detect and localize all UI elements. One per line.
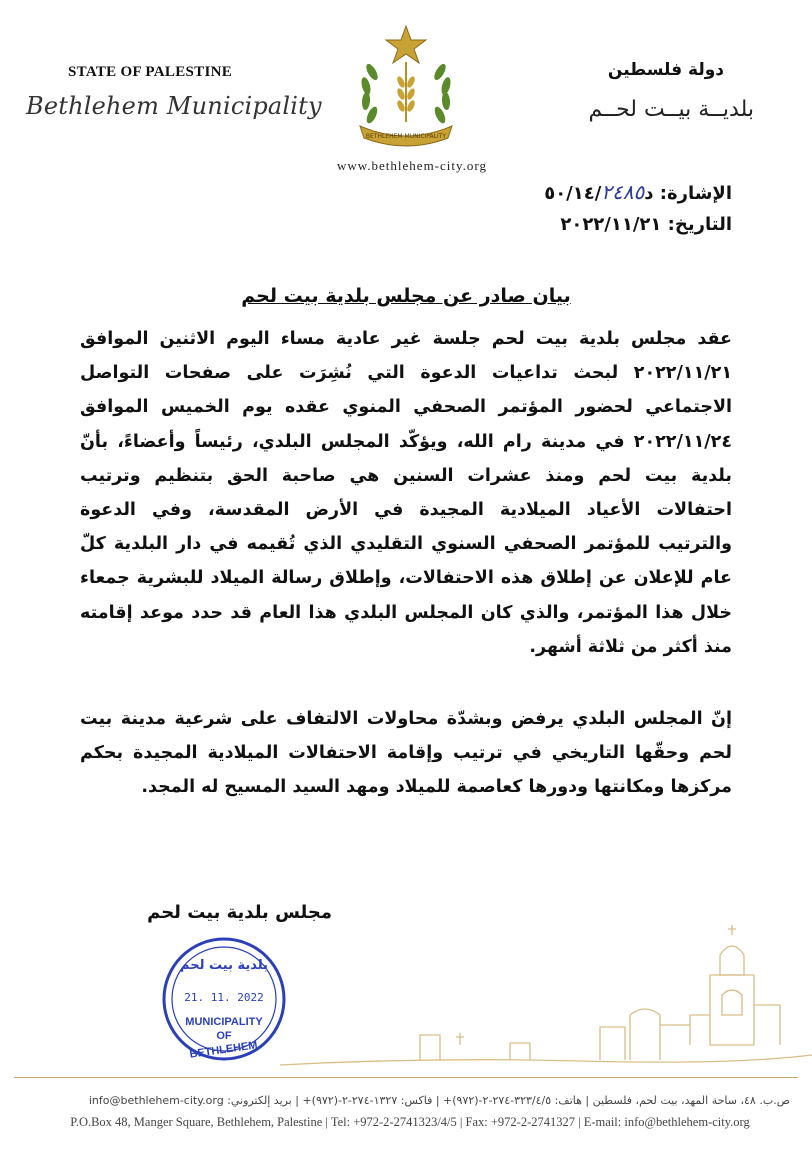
signature-council-name: مجلس بلدية بيت لحم	[147, 902, 332, 923]
stamp-line-3: BETHLEHEM	[188, 1039, 259, 1061]
municipality-name-arabic: بلديــة بيــت لحــم	[588, 97, 754, 122]
emblem-ribbon-text: BETHLEHEM MUNICIPALITY	[365, 133, 447, 140]
paragraph-1-text: عقد مجلس بلدية بيت لحم جلسة غير عادية مساء اليوم الاثنين الموافق ٢٠٢٢/١١/٢١ لبحث تداعيات الدعوة التي نُشِرَت على صفحات التواصل الاجتماعي لحضور المؤتمر الصحفي المنوي عقده يوم الخميس الموافق ٢٠٢٢/١١/٢٤ في مدينة رام الله، ويؤكّد المجلس البلدي، رئيساً وأعضاءً، بأنّ بلدية بيت لحم ومنذ عشرات السنين هي صاحبة الحق بتنظيم وترتيب احتفالات الأعياد الميلادية المجيدة في الأرض المقدسة، وفي الدعوة والترتيب للمؤتمر الصحفي السنوي التقليدي الذي تُقيمه في دار البلدية كلّ عام للإعلان عن إطلاق هذه الاحتفالات، وإطلاق رسالة الميلاد للبشرية جمعاء خلال هذا المؤتمر، والذي كان المجلس البلدي هذا العام قد حدد موعد إقامته منذ أكثر من ثلاثة أشهر.	[80, 329, 732, 657]
document-title-text: بيان صادر عن مجلس بلدية بيت لحم	[241, 285, 571, 307]
footer-contact-arabic: ص.ب. ٤٨، ساحة المهد، بيت لحم، فلسطين | هاتف: ٣٢٣/٤/٥-٢٧٤-٢-(٩٧٢)+ | فاكس: ١٣٢٧-٢٧٤-٢-(٩٧٢)+ | بريد إلكتروني: info@bethlehem-city.org	[88, 1094, 790, 1107]
stamp-arabic-text: بلدية بيت لحم	[180, 958, 268, 973]
footer-contact-english: P.O.Box 48, Manger Square, Bethlehem, Palestine | Tel: +972-2-2741323/4/5 | Fax: +972-2-2741327 | E-mail: info@bethlehem-city.org	[70, 1115, 750, 1129]
statement-paragraph-1	[80, 322, 732, 664]
stamp-date: 21. 11. 2022	[184, 991, 264, 1004]
official-stamp	[160, 935, 288, 1063]
website-url: www.bethlehem-city.org	[336, 158, 488, 173]
statement-paragraph-2	[80, 702, 732, 805]
stamp-line-2: OF	[216, 1030, 232, 1042]
paragraph-2-text: إنّ المجلس البلدي يرفض وبشدّة محاولات الالتفاف على شرعية مدينة بيت لحم وحقّها التاريخي في ترتيب وإقامة الاحتفالات الميلادية المجيدة بحكم مركزها ومكانتها ودورها كعاصمة للميلاد ومهد السيد المسيح له المجد.	[80, 709, 732, 798]
date-value: ٢٠٢٢/١١/٢١	[560, 214, 662, 235]
reference-line	[544, 180, 732, 204]
date-label: التاريخ:	[667, 214, 732, 235]
state-title-english: STATE OF PALESTINE	[68, 64, 233, 80]
stamp-line-1: MUNICIPALITY	[185, 1016, 263, 1028]
state-title-arabic: دولة فلسطين	[607, 60, 724, 80]
reference-number-handwritten: ٢٤٨٥	[601, 180, 645, 204]
footer-divider	[14, 1077, 798, 1078]
reference-label: الإشارة: د٥٠/١٤/	[544, 183, 732, 204]
municipality-emblem-logo	[350, 22, 462, 150]
bethlehem-skyline-illustration	[280, 915, 812, 1085]
date-line	[560, 214, 732, 235]
document-title	[0, 285, 812, 307]
municipality-name-english: Bethlehem Municipality	[26, 92, 322, 120]
